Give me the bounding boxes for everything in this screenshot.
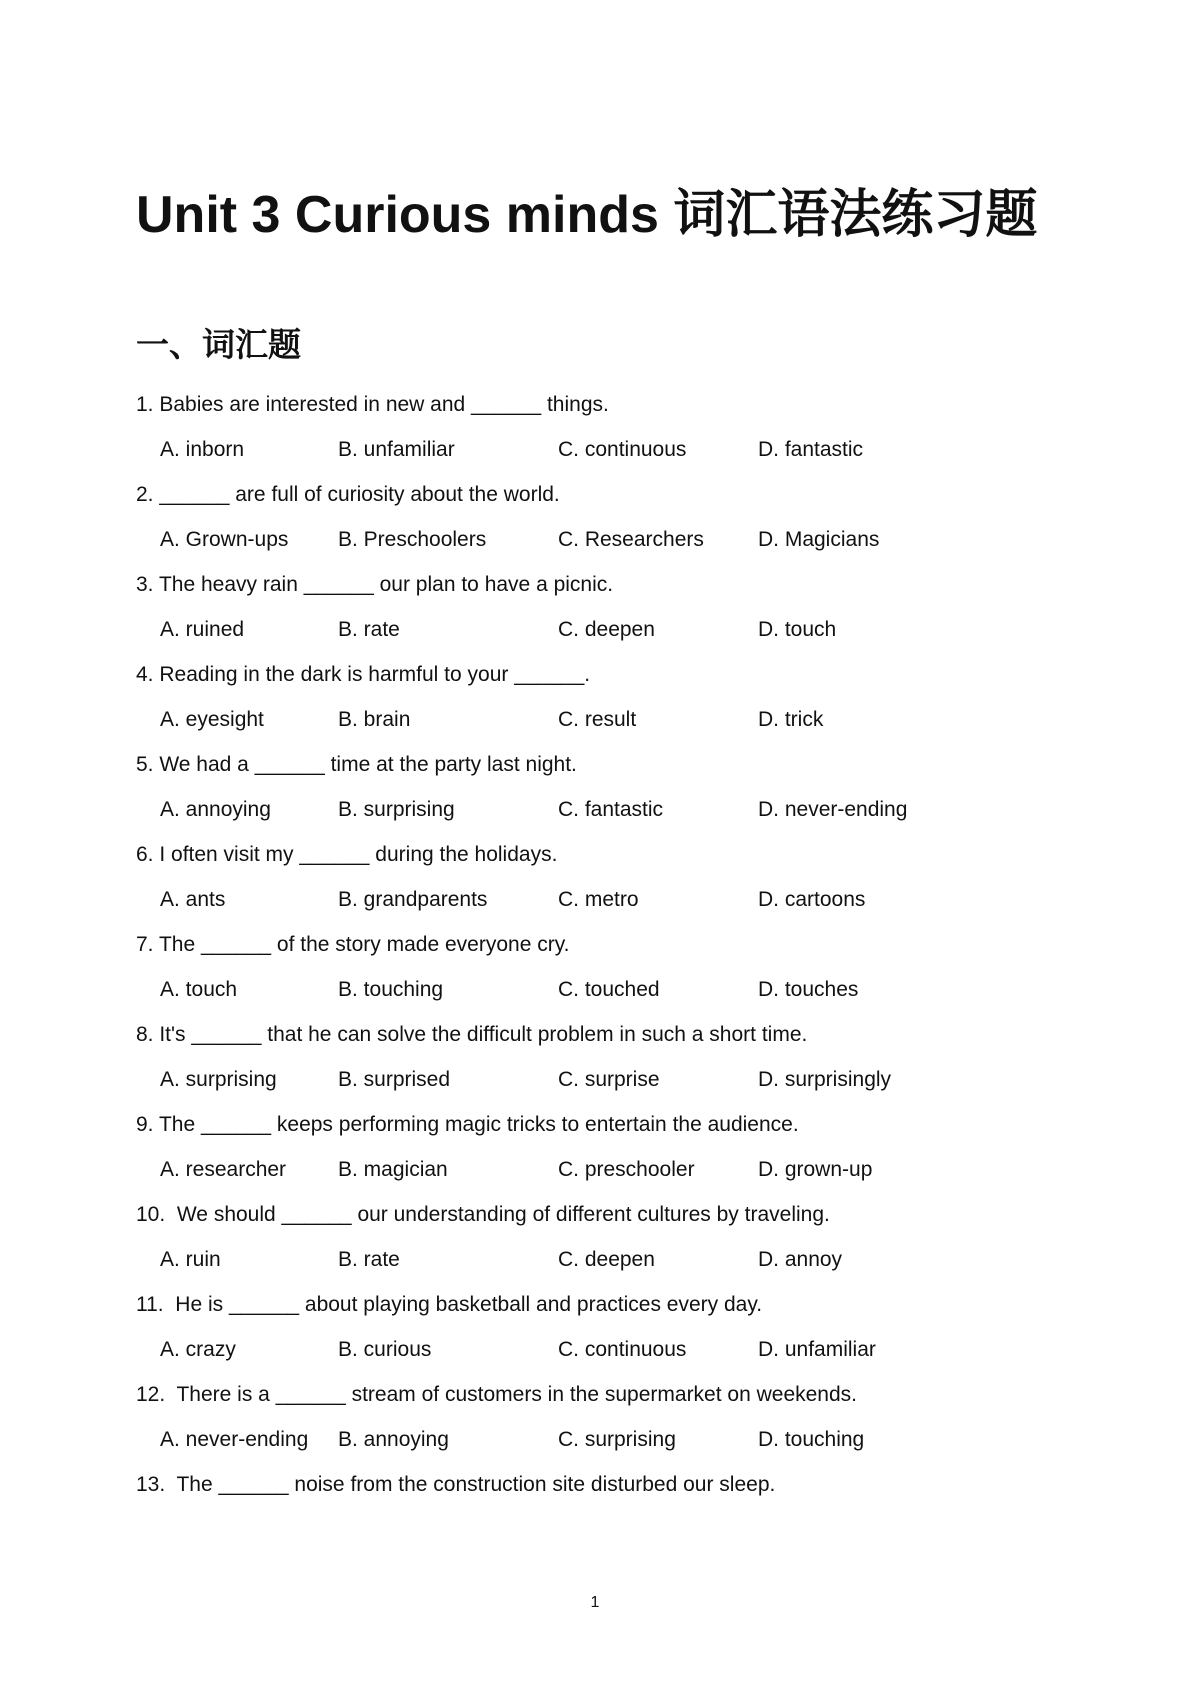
question-item [136,382,1050,472]
option-a: A. ruined [160,617,245,641]
question-item [136,1012,1050,1102]
option-a: A. never-ending [160,1427,309,1451]
options-row [136,1417,1050,1462]
options-row [136,1057,1050,1102]
option-d: D. touch [758,617,837,641]
options-row [136,607,1050,652]
question-item [136,742,1050,832]
option-b: B. curious [338,1337,432,1361]
option-d: D. never-ending [758,797,908,821]
option-a: A. eyesight [160,707,264,731]
question-list [136,364,1050,1507]
question-stem: 3. The heavy rain ______ our plan to have a picnic. [136,572,614,596]
option-d: D. surprisingly [758,1067,892,1091]
option-a: A. ruin [160,1247,221,1271]
option-c: C. touched [558,977,660,1001]
options-row [136,1327,1050,1372]
option-b: B. rate [338,1247,400,1271]
question-stem: 4. Reading in the dark is harmful to your ______. [136,662,591,686]
question-stem: 9. The ______ keeps performing magic tricks to entertain the audience. [136,1112,799,1136]
option-d: D. fantastic [758,437,864,461]
question-item [136,1282,1050,1372]
question-item [136,652,1050,742]
option-c: C. fantastic [558,797,664,821]
option-a: A. annoying [160,797,271,821]
option-a: A. surprising [160,1067,277,1091]
question-item [136,1462,1050,1507]
option-a: A. crazy [160,1337,236,1361]
options-row [136,787,1050,832]
option-b: B. brain [338,707,411,731]
option-c: C. surprise [558,1067,660,1091]
question-stem: 10. We should ______ our understanding of different cultures by traveling. [136,1202,830,1226]
options-row [136,1237,1050,1282]
option-b: B. grandparents [338,887,488,911]
question-item [136,922,1050,1012]
question-item [136,832,1050,922]
question-stem: 8. It's ______ that he can solve the difficult problem in such a short time. [136,1022,808,1046]
option-a: A. ants [160,887,226,911]
option-d: D. trick [758,707,824,731]
question-item [136,562,1050,652]
option-a: A. touch [160,977,238,1001]
question-stem: 2. ______ are full of curiosity about the world. [136,482,560,506]
page-number: 1 [590,1594,600,1611]
option-b: B. unfamiliar [338,437,455,461]
option-c: C. metro [558,887,639,911]
option-c: C. surprising [558,1427,676,1451]
document-title: Unit 3 Curious minds 词汇语法练习题 [136,186,1038,244]
option-b: B. Preschoolers [338,527,487,551]
option-c: C. continuous [558,437,687,461]
question-item [136,1372,1050,1462]
question-stem: 5. We had a ______ time at the party last night. [136,752,577,776]
question-stem: 11. He is ______ about playing basketball and practices every day. [136,1292,763,1316]
option-d: D. cartoons [758,887,866,911]
option-b: B. rate [338,617,400,641]
question-stem: 1. Babies are interested in new and ______ things. [136,392,609,416]
option-c: C. deepen [558,617,655,641]
question-item [136,472,1050,562]
option-c: C. deepen [558,1247,655,1271]
option-b: B. magician [338,1157,448,1181]
option-b: B. surprising [338,797,455,821]
option-c: C. result [558,707,637,731]
option-d: D. touching [758,1427,865,1451]
question-stem: 7. The ______ of the story made everyone cry. [136,932,570,956]
options-row [136,967,1050,1012]
option-d: D. Magicians [758,527,880,551]
question-item [136,1102,1050,1192]
question-stem: 6. I often visit my ______ during the holidays. [136,842,558,866]
options-row [136,1147,1050,1192]
option-c: C. continuous [558,1337,687,1361]
question-item [136,1192,1050,1282]
option-b: B. annoying [338,1427,449,1451]
option-c: C. preschooler [558,1157,695,1181]
option-b: B. surprised [338,1067,451,1091]
options-row [136,877,1050,922]
question-stem: 13. The ______ noise from the construction site disturbed our sleep. [136,1472,776,1496]
option-d: D. annoy [758,1247,843,1271]
option-c: C. Researchers [558,527,704,551]
option-d: D. touches [758,977,859,1001]
options-row [136,697,1050,742]
option-d: D. unfamiliar [758,1337,876,1361]
question-stem: 12. There is a ______ stream of customers in the supermarket on weekends. [136,1382,857,1406]
option-d: D. grown-up [758,1157,873,1181]
option-b: B. touching [338,977,444,1001]
options-row [136,517,1050,562]
option-a: A. inborn [160,437,245,461]
option-a: A. Grown-ups [160,527,289,551]
option-a: A. researcher [160,1157,287,1181]
options-row [136,427,1050,472]
section-heading: 一、词汇题 [136,325,301,363]
